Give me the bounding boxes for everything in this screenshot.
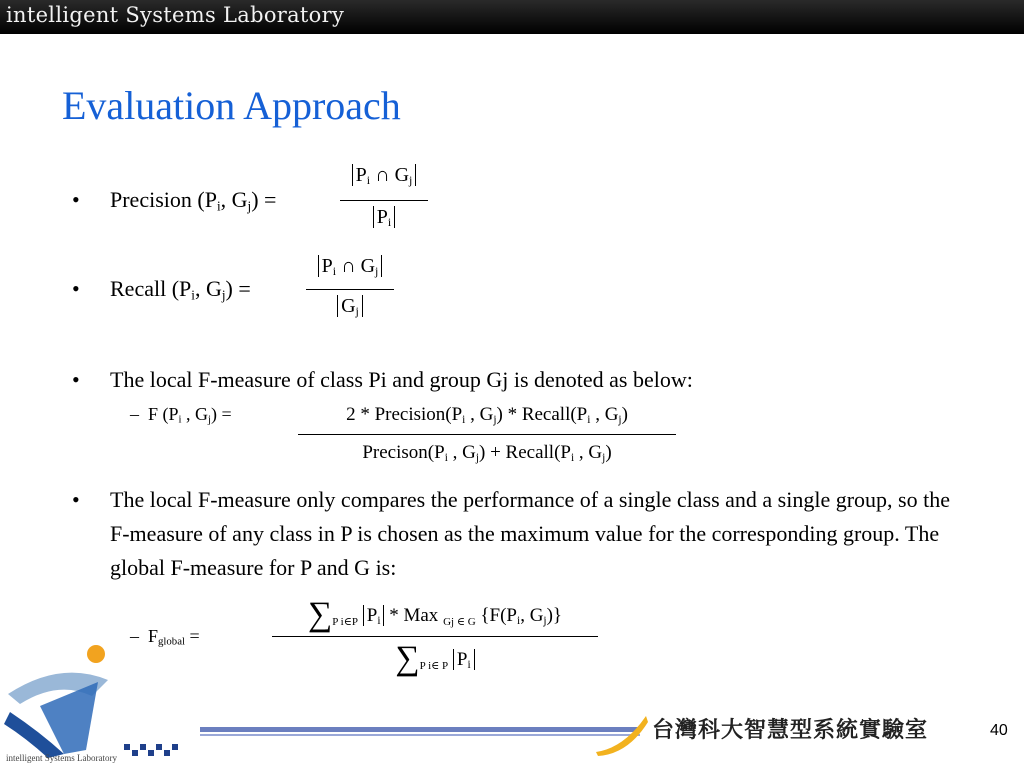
f-measure-fraction: $2 * Precision(P_i$ , $G_j$) * $Recall(P_i$ , $G_j$) $Precison(P_i$ , $G_j$) + $Recall(P_i$ , $G_j$) xyxy=(298,402,676,472)
logo-orange-dot xyxy=(87,645,105,663)
fglobal-fraction: $\sum_{P i\in P}$ $P_i$ * Max $_{Gj \in G}$ {$F(P_i$, $G_j$)} $\sum_{P i\in P}$ $P_i$ xyxy=(272,596,598,682)
slide-title: Evaluation Approach xyxy=(62,83,401,128)
bullet-dot: • xyxy=(72,276,80,301)
precision-label: Precision ($P_i$, $G_j$) = xyxy=(110,187,277,214)
fglobal-label: – $F_{global}$ = xyxy=(130,626,200,648)
logo-text: intelligent Systems Laboratory xyxy=(6,753,117,763)
lab-name-chinese: 台灣科大智慧型系統實驗室 xyxy=(652,718,929,743)
local-f-text: The local F-measure of class Pi and group Gj is denoted as below: xyxy=(110,367,693,392)
recall-label: Recall ($P_i$, $G_j$) = xyxy=(110,276,251,303)
lab-logo xyxy=(0,640,200,768)
bullet-dot: • xyxy=(72,487,80,512)
bullet-dot: • xyxy=(72,187,80,212)
global-f-text: The local F-measure only compares the performance of a single class and a single group, so the F-measure of any class in P is chosen as the maximum value for the corresponding group. The global F-measure for P and G is: xyxy=(110,487,950,580)
header-title: intelligent Systems Laboratory xyxy=(6,3,345,27)
footer-divider xyxy=(200,727,640,732)
bullet-dot: • xyxy=(72,367,80,392)
global-f-bullet xyxy=(72,483,950,585)
page-number: 40 xyxy=(990,722,1008,739)
footer-swoosh xyxy=(594,712,650,756)
precision-fraction: $P_i$ ∩ $G_j$ $P_i$ xyxy=(340,160,428,246)
f-measure-label: – F ($P_i$ , $G_j$) = xyxy=(130,404,232,426)
footer-divider-thin xyxy=(200,734,640,736)
recall-fraction: $P_i$ ∩ $G_j$ $G_j$ xyxy=(306,253,394,333)
header-bar xyxy=(0,0,1024,34)
